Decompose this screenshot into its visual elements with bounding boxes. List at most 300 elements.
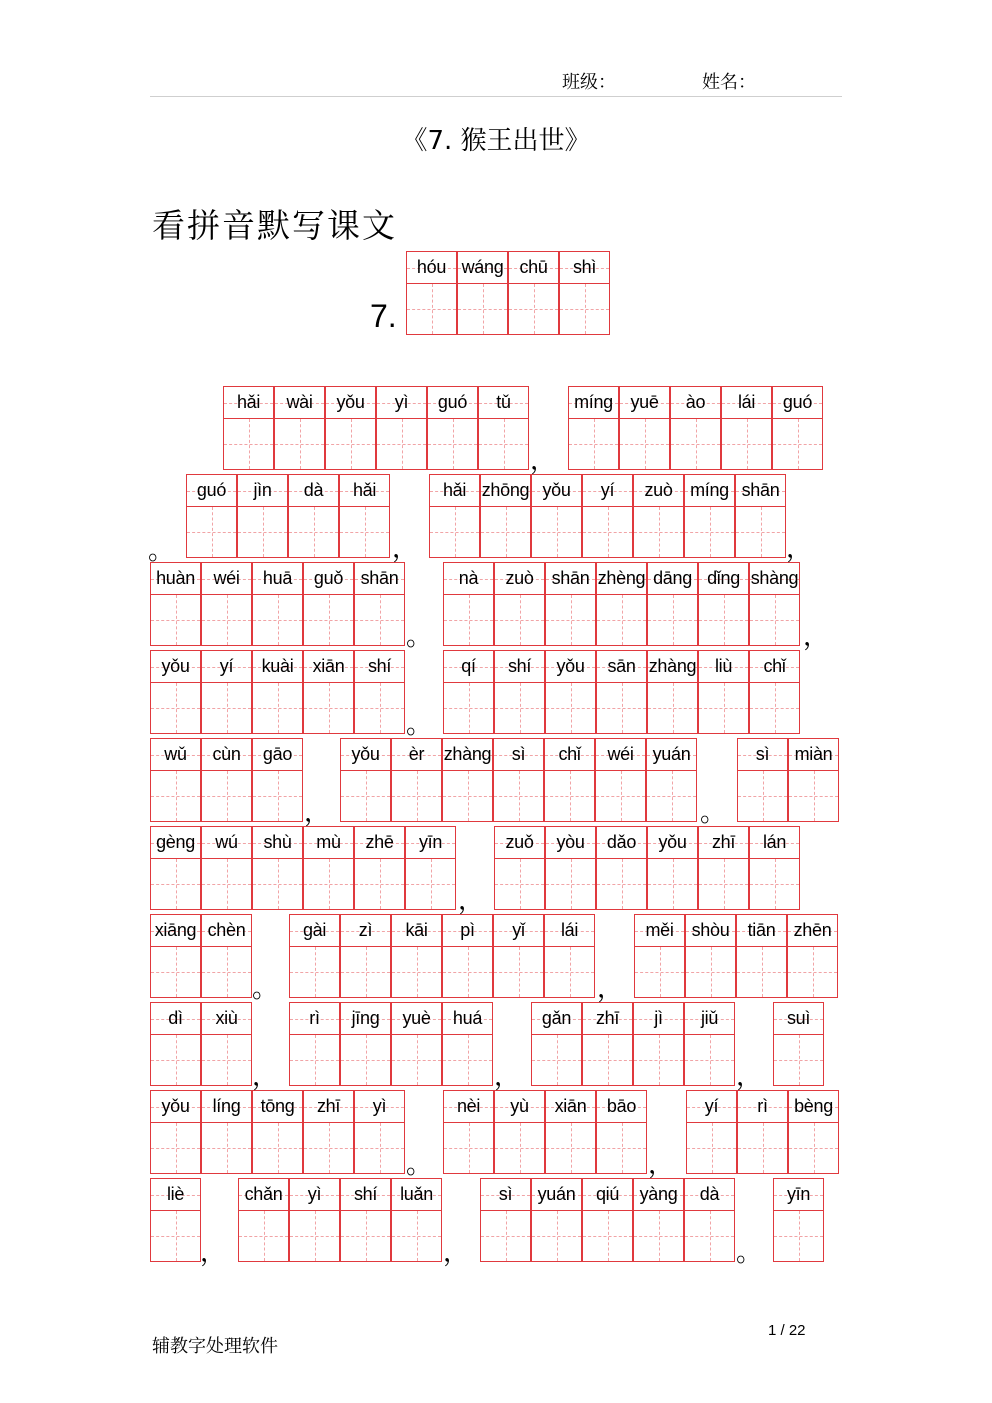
text-cell[interactable] xyxy=(223,386,274,470)
hanzi-writing-box[interactable] xyxy=(597,595,646,645)
pinyin-row xyxy=(495,651,544,683)
pinyin-row xyxy=(151,563,200,595)
text-cell[interactable] xyxy=(545,1090,596,1174)
pinyin-text: yì xyxy=(394,392,409,412)
hanzi-writing-box[interactable] xyxy=(648,859,697,909)
hanzi-writing-box[interactable] xyxy=(289,507,338,557)
pinyin-text: yǒu xyxy=(556,656,585,676)
text-cell[interactable] xyxy=(545,562,596,646)
pinyin-text: rì xyxy=(309,1008,320,1028)
text-cell[interactable] xyxy=(201,826,252,910)
hanzi-writing-box[interactable] xyxy=(722,419,771,469)
text-cell[interactable] xyxy=(749,650,800,734)
pinyin-row xyxy=(583,475,632,507)
hanzi-writing-box[interactable] xyxy=(430,507,479,557)
hanzi-writing-box[interactable] xyxy=(546,683,595,733)
text-cell[interactable] xyxy=(391,914,442,998)
text-cell[interactable] xyxy=(340,914,391,998)
hanzi-writing-box[interactable] xyxy=(444,683,493,733)
hanzi-writing-box[interactable] xyxy=(546,859,595,909)
hanzi-writing-box[interactable] xyxy=(238,507,287,557)
pinyin-text: gài xyxy=(302,920,327,940)
pinyin-text: hóu xyxy=(416,257,447,277)
text-cell[interactable] xyxy=(698,650,749,734)
hanzi-writing-box[interactable] xyxy=(494,947,543,997)
hanzi-writing-box[interactable] xyxy=(151,1035,200,1085)
text-cell[interactable] xyxy=(698,826,749,910)
pinyin-text: yǐ xyxy=(512,920,525,940)
hanzi-writing-box[interactable] xyxy=(443,947,492,997)
text-cell[interactable] xyxy=(150,562,201,646)
hanzi-writing-box[interactable] xyxy=(583,1211,632,1261)
text-cell[interactable] xyxy=(787,914,838,998)
pinyin-text: qiú xyxy=(595,1184,620,1204)
text-cell[interactable] xyxy=(544,914,595,998)
hanzi-writing-box[interactable] xyxy=(444,1123,493,1173)
hanzi-writing-box[interactable] xyxy=(789,771,838,821)
hanzi-writing-box[interactable] xyxy=(788,947,837,997)
text-cell[interactable] xyxy=(698,562,749,646)
hanzi-writing-box[interactable] xyxy=(750,683,799,733)
hanzi-writing-box[interactable] xyxy=(326,419,375,469)
text-cell[interactable] xyxy=(646,738,697,822)
text-cell[interactable] xyxy=(735,474,786,558)
hanzi-writing-box[interactable] xyxy=(202,1123,251,1173)
pinyin-text: zhēn xyxy=(793,920,832,940)
hanzi-writing-box[interactable] xyxy=(699,859,748,909)
hanzi-writing-box[interactable] xyxy=(648,683,697,733)
text-cell[interactable] xyxy=(480,1178,531,1262)
pinyin-text: dāng xyxy=(653,568,692,588)
pinyin-text: yǒu xyxy=(351,744,380,764)
hanzi-writing-box[interactable] xyxy=(151,947,200,997)
hanzi-writing-box[interactable] xyxy=(774,1211,823,1261)
text-cell[interactable] xyxy=(288,474,339,558)
hanzi-writing-box[interactable] xyxy=(458,284,507,334)
pinyin-row xyxy=(289,475,338,507)
text-cell[interactable] xyxy=(150,1178,201,1262)
hanzi-writing-box[interactable] xyxy=(545,771,594,821)
text-cell[interactable] xyxy=(545,826,596,910)
text-cell[interactable] xyxy=(596,1090,647,1174)
text-cell[interactable] xyxy=(340,1178,391,1262)
hanzi-writing-box[interactable] xyxy=(341,947,390,997)
hanzi-writing-box[interactable] xyxy=(253,683,302,733)
hanzi-writing-box[interactable] xyxy=(202,1035,251,1085)
hanzi-writing-box[interactable] xyxy=(597,859,646,909)
hanzi-writing-box[interactable] xyxy=(495,1123,544,1173)
hanzi-writing-box[interactable] xyxy=(253,859,302,909)
pinyin-row xyxy=(406,827,455,859)
hanzi-writing-box[interactable] xyxy=(546,595,595,645)
text-cell[interactable] xyxy=(737,1090,788,1174)
hanzi-writing-box[interactable] xyxy=(253,595,302,645)
text-cell[interactable] xyxy=(596,826,647,910)
text-cell[interactable] xyxy=(531,1178,582,1262)
text-cell[interactable] xyxy=(685,914,736,998)
pinyin-row xyxy=(151,739,200,771)
text-cell[interactable] xyxy=(647,826,698,910)
hanzi-writing-box[interactable] xyxy=(495,595,544,645)
text-cell[interactable] xyxy=(443,650,494,734)
hanzi-writing-box[interactable] xyxy=(620,419,669,469)
hanzi-writing-box[interactable] xyxy=(494,771,543,821)
pinyin-text: zhàng xyxy=(443,744,492,764)
text-cell[interactable] xyxy=(339,474,390,558)
pinyin-row xyxy=(737,915,786,947)
text-cell[interactable] xyxy=(201,1002,252,1086)
text-cell[interactable] xyxy=(531,474,582,558)
text-cell[interactable] xyxy=(647,562,698,646)
text-cell[interactable] xyxy=(545,650,596,734)
text-cell[interactable] xyxy=(686,1090,737,1174)
hanzi-writing-box[interactable] xyxy=(290,1211,339,1261)
pinyin-row xyxy=(290,1003,339,1035)
text-cell[interactable] xyxy=(252,738,303,822)
hanzi-writing-box[interactable] xyxy=(392,1035,441,1085)
text-cell[interactable] xyxy=(480,474,531,558)
text-cell[interactable] xyxy=(186,474,237,558)
page-title: 《7. 猴王出世》 xyxy=(401,126,591,156)
text-cell[interactable] xyxy=(634,914,685,998)
text-cell[interactable] xyxy=(736,914,787,998)
hanzi-writing-box[interactable] xyxy=(789,1123,838,1173)
text-cell[interactable] xyxy=(303,1090,354,1174)
hanzi-writing-box[interactable] xyxy=(355,595,404,645)
text-cell[interactable] xyxy=(289,1178,340,1262)
pinyin-text: shí xyxy=(367,656,392,676)
text-cell[interactable] xyxy=(443,562,494,646)
hanzi-writing-box[interactable] xyxy=(750,595,799,645)
text-cell[interactable] xyxy=(325,386,376,470)
title-cell[interactable] xyxy=(406,251,457,335)
hanzi-writing-box[interactable] xyxy=(355,1123,404,1173)
hanzi-writing-box[interactable] xyxy=(304,1123,353,1173)
hanzi-writing-box[interactable] xyxy=(341,1211,390,1261)
text-cell[interactable] xyxy=(252,650,303,734)
text-cell[interactable] xyxy=(340,1002,391,1086)
text-cell[interactable] xyxy=(493,738,544,822)
text-cell[interactable] xyxy=(749,562,800,646)
hanzi-writing-box[interactable] xyxy=(151,683,200,733)
text-cell[interactable] xyxy=(749,826,800,910)
pinyin-text: hǎi xyxy=(442,480,467,500)
hanzi-writing-box[interactable] xyxy=(583,1035,632,1085)
hanzi-writing-box[interactable] xyxy=(290,947,339,997)
text-cell[interactable] xyxy=(405,826,456,910)
hanzi-writing-box[interactable] xyxy=(151,859,200,909)
pinyin-row xyxy=(355,1091,404,1123)
pinyin-row xyxy=(377,387,426,419)
hanzi-writing-box[interactable] xyxy=(647,771,696,821)
hanzi-writing-box[interactable] xyxy=(428,419,477,469)
hanzi-writing-box[interactable] xyxy=(202,771,251,821)
comma-mark: ， xyxy=(786,534,813,564)
hanzi-writing-box[interactable] xyxy=(685,1035,734,1085)
hanzi-writing-box[interactable] xyxy=(736,507,785,557)
text-cell[interactable] xyxy=(442,1002,493,1086)
text-cell[interactable] xyxy=(442,738,493,822)
text-cell[interactable] xyxy=(544,738,595,822)
hanzi-writing-box[interactable] xyxy=(737,947,786,997)
hanzi-writing-box[interactable] xyxy=(671,419,720,469)
text-cell[interactable] xyxy=(721,386,772,470)
pinyin-row xyxy=(151,827,200,859)
text-cell[interactable] xyxy=(670,386,721,470)
hanzi-writing-box[interactable] xyxy=(151,595,200,645)
text-cell[interactable] xyxy=(376,386,427,470)
hanzi-writing-box[interactable] xyxy=(738,1123,787,1173)
text-cell[interactable] xyxy=(201,738,252,822)
hanzi-writing-box[interactable] xyxy=(546,1123,595,1173)
text-cell[interactable] xyxy=(354,826,405,910)
pinyin-text: luǎn xyxy=(400,1184,433,1204)
title-cell[interactable] xyxy=(559,251,610,335)
hanzi-writing-box[interactable] xyxy=(532,1035,581,1085)
hanzi-writing-box[interactable] xyxy=(687,1123,736,1173)
hanzi-writing-box[interactable] xyxy=(202,859,251,909)
hanzi-writing-box[interactable] xyxy=(151,771,200,821)
pinyin-text: shān xyxy=(551,568,590,588)
text-cell[interactable] xyxy=(788,1090,839,1174)
hanzi-writing-box[interactable] xyxy=(340,507,389,557)
hanzi-writing-box[interactable] xyxy=(634,1035,683,1085)
text-cell[interactable] xyxy=(494,562,545,646)
pinyin-row xyxy=(774,1003,823,1035)
hanzi-writing-box[interactable] xyxy=(699,683,748,733)
text-cell[interactable] xyxy=(429,474,480,558)
text-cell[interactable] xyxy=(303,562,354,646)
pinyin-text: yù xyxy=(510,1096,529,1116)
pinyin-row xyxy=(750,651,799,683)
text-cell[interactable] xyxy=(633,1178,684,1262)
text-cell[interactable] xyxy=(391,1178,442,1262)
text-cell[interactable] xyxy=(354,562,405,646)
pinyin-text: guó xyxy=(782,392,813,412)
hanzi-writing-box[interactable] xyxy=(392,1211,441,1261)
hanzi-writing-box[interactable] xyxy=(596,771,645,821)
text-cell[interactable] xyxy=(201,914,252,998)
pinyin-row xyxy=(151,651,200,683)
pinyin-row xyxy=(583,1003,632,1035)
hanzi-writing-box[interactable] xyxy=(635,947,684,997)
text-cell[interactable] xyxy=(391,738,442,822)
text-cell[interactable] xyxy=(150,1090,201,1174)
text-cell[interactable] xyxy=(238,1178,289,1262)
text-cell[interactable] xyxy=(596,562,647,646)
hanzi-writing-box[interactable] xyxy=(275,419,324,469)
hanzi-writing-box[interactable] xyxy=(634,507,683,557)
text-cell[interactable] xyxy=(684,474,735,558)
text-cell[interactable] xyxy=(340,738,391,822)
text-cell[interactable] xyxy=(150,1002,201,1086)
pinyin-text: dà xyxy=(699,1184,720,1204)
text-cell[interactable] xyxy=(494,826,545,910)
hanzi-writing-box[interactable] xyxy=(187,507,236,557)
text-cell[interactable] xyxy=(252,562,303,646)
text-cell[interactable] xyxy=(354,1090,405,1174)
hanzi-writing-box[interactable] xyxy=(774,1035,823,1085)
pinyin-text: yuè xyxy=(402,1008,431,1028)
text-cell[interactable] xyxy=(303,826,354,910)
text-cell[interactable] xyxy=(582,1002,633,1086)
hanzi-writing-box[interactable] xyxy=(495,859,544,909)
hanzi-writing-box[interactable] xyxy=(151,1211,200,1261)
text-cell[interactable] xyxy=(442,914,493,998)
text-cell[interactable] xyxy=(568,386,619,470)
text-cell[interactable] xyxy=(737,738,788,822)
pinyin-row xyxy=(773,387,822,419)
text-cell[interactable] xyxy=(274,386,325,470)
title-cell[interactable] xyxy=(508,251,559,335)
hanzi-writing-box[interactable] xyxy=(443,771,492,821)
pinyin-row xyxy=(238,475,287,507)
hanzi-writing-box[interactable] xyxy=(509,284,558,334)
pinyin-row xyxy=(546,563,595,595)
hanzi-writing-box[interactable] xyxy=(597,683,646,733)
text-cell[interactable] xyxy=(493,914,544,998)
text-cell[interactable] xyxy=(150,738,201,822)
hanzi-writing-box[interactable] xyxy=(377,419,426,469)
text-cell[interactable] xyxy=(595,738,646,822)
text-cell[interactable] xyxy=(201,650,252,734)
hanzi-writing-box[interactable] xyxy=(686,947,735,997)
text-cell[interactable] xyxy=(633,474,684,558)
pinyin-text: èr xyxy=(408,744,425,764)
hanzi-writing-box[interactable] xyxy=(406,859,455,909)
text-cell[interactable] xyxy=(596,650,647,734)
text-cell[interactable] xyxy=(494,650,545,734)
text-cell[interactable] xyxy=(684,1002,735,1086)
pinyin-text: rì xyxy=(757,1096,768,1116)
hanzi-writing-box[interactable] xyxy=(304,683,353,733)
hanzi-writing-box[interactable] xyxy=(443,1035,492,1085)
text-cell[interactable] xyxy=(619,386,670,470)
hanzi-writing-box[interactable] xyxy=(648,595,697,645)
pinyin-row xyxy=(202,827,251,859)
hanzi-writing-box[interactable] xyxy=(634,1211,683,1261)
hanzi-writing-box[interactable] xyxy=(202,683,251,733)
hanzi-writing-box[interactable] xyxy=(685,507,734,557)
hanzi-writing-box[interactable] xyxy=(253,771,302,821)
text-cell[interactable] xyxy=(252,826,303,910)
pinyin-text: liè xyxy=(166,1184,185,1204)
text-cell[interactable] xyxy=(773,1178,824,1262)
text-cell[interactable] xyxy=(647,650,698,734)
text-cell[interactable] xyxy=(289,914,340,998)
hanzi-writing-box[interactable] xyxy=(738,771,787,821)
pinyin-text: zhī xyxy=(711,832,736,852)
text-cell[interactable] xyxy=(582,1178,633,1262)
pinyin-row xyxy=(392,1179,441,1211)
hanzi-writing-box[interactable] xyxy=(304,859,353,909)
hanzi-writing-box[interactable] xyxy=(202,947,251,997)
hanzi-writing-box[interactable] xyxy=(699,595,748,645)
hanzi-writing-box[interactable] xyxy=(532,1211,581,1261)
text-cell[interactable] xyxy=(150,826,201,910)
hanzi-writing-box[interactable] xyxy=(304,595,353,645)
hanzi-writing-box[interactable] xyxy=(479,419,528,469)
text-cell[interactable] xyxy=(582,474,633,558)
text-cell[interactable] xyxy=(201,1090,252,1174)
hanzi-writing-box[interactable] xyxy=(685,1211,734,1261)
hanzi-writing-box[interactable] xyxy=(481,507,530,557)
hanzi-writing-box[interactable] xyxy=(545,947,594,997)
pinyin-text: hǎi xyxy=(352,480,377,500)
text-cell[interactable] xyxy=(252,1090,303,1174)
pinyin-row xyxy=(253,1091,302,1123)
pinyin-row xyxy=(304,651,353,683)
hanzi-writing-box[interactable] xyxy=(202,595,251,645)
pinyin-row xyxy=(392,739,441,771)
text-cell[interactable] xyxy=(201,562,252,646)
hanzi-writing-box[interactable] xyxy=(392,947,441,997)
hanzi-writing-box[interactable] xyxy=(583,507,632,557)
text-cell[interactable] xyxy=(303,650,354,734)
text-cell[interactable] xyxy=(773,1002,824,1086)
hanzi-writing-box[interactable] xyxy=(532,507,581,557)
hanzi-writing-box[interactable] xyxy=(355,683,404,733)
text-cell[interactable] xyxy=(427,386,478,470)
text-cell[interactable] xyxy=(531,1002,582,1086)
text-cell[interactable] xyxy=(391,1002,442,1086)
hanzi-writing-box[interactable] xyxy=(495,683,544,733)
hanzi-writing-box[interactable] xyxy=(597,1123,646,1173)
text-cell[interactable] xyxy=(633,1002,684,1086)
text-cell[interactable] xyxy=(150,914,201,998)
pinyin-text: dǎo xyxy=(606,832,637,852)
text-cell[interactable] xyxy=(150,650,201,734)
hanzi-writing-box[interactable] xyxy=(290,1035,339,1085)
text-cell[interactable] xyxy=(494,1090,545,1174)
hanzi-writing-box[interactable] xyxy=(444,595,493,645)
hanzi-writing-box[interactable] xyxy=(407,284,456,334)
pinyin-row xyxy=(444,651,493,683)
period-mark: 。 xyxy=(406,710,433,740)
hanzi-writing-box[interactable] xyxy=(392,771,441,821)
text-cell[interactable] xyxy=(788,738,839,822)
text-cell[interactable] xyxy=(354,650,405,734)
pinyin-row xyxy=(275,387,324,419)
text-cell[interactable] xyxy=(684,1178,735,1262)
hanzi-writing-box[interactable] xyxy=(355,859,404,909)
hanzi-writing-box[interactable] xyxy=(569,419,618,469)
hanzi-writing-box[interactable] xyxy=(239,1211,288,1261)
hanzi-writing-box[interactable] xyxy=(341,1035,390,1085)
text-cell[interactable] xyxy=(443,1090,494,1174)
hanzi-writing-box[interactable] xyxy=(224,419,273,469)
hanzi-writing-box[interactable] xyxy=(341,771,390,821)
pinyin-text: wéi xyxy=(607,744,634,764)
hanzi-writing-box[interactable] xyxy=(773,419,822,469)
text-cell[interactable] xyxy=(289,1002,340,1086)
comma-mark: ， xyxy=(443,1238,470,1268)
pinyin-text: dà xyxy=(303,480,324,500)
hanzi-writing-box[interactable] xyxy=(481,1211,530,1261)
pinyin-row xyxy=(407,252,456,284)
pinyin-text: xiān xyxy=(554,1096,587,1116)
text-cell[interactable] xyxy=(237,474,288,558)
hanzi-writing-box[interactable] xyxy=(560,284,609,334)
hanzi-writing-box[interactable] xyxy=(253,1123,302,1173)
pinyin-row xyxy=(443,1003,492,1035)
text-cell[interactable] xyxy=(478,386,529,470)
comma-mark: ， xyxy=(803,622,830,652)
hanzi-writing-box[interactable] xyxy=(750,859,799,909)
text-cell[interactable] xyxy=(772,386,823,470)
hanzi-writing-box[interactable] xyxy=(151,1123,200,1173)
title-cell[interactable] xyxy=(457,251,508,335)
